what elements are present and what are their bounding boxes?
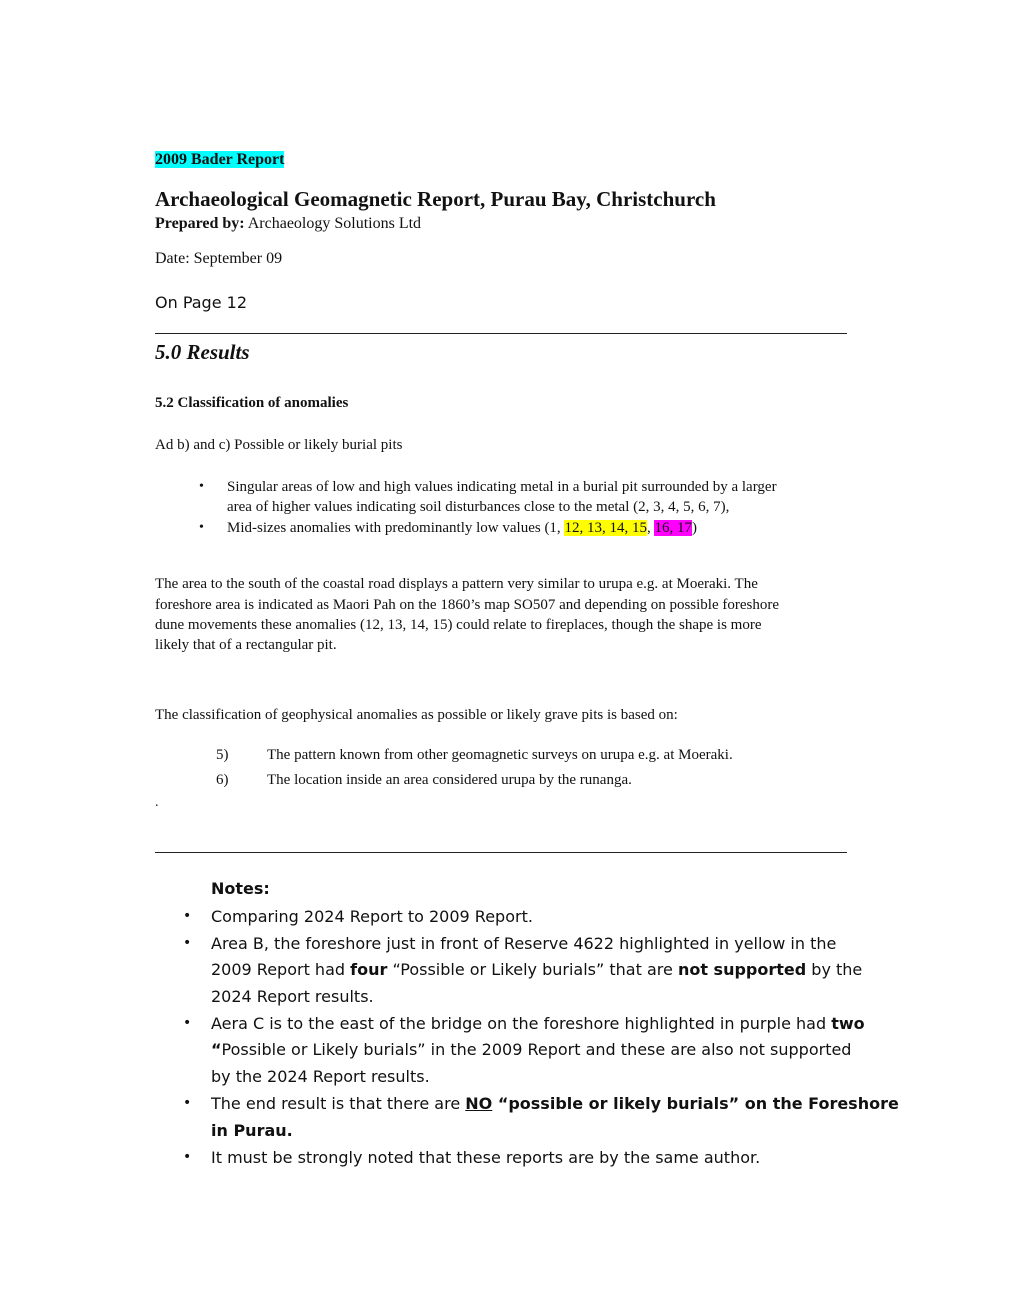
section-subheading: 5.2 Classification of anomalies <box>155 395 349 411</box>
bullet-dot: • <box>183 1149 192 1165</box>
note-3-text-b: Possible or Likely burials” in the 2009 Report and these are also not supported <box>221 1040 852 1059</box>
note-2-text-c: “Possible or Likely burials” that are <box>387 960 678 979</box>
note-4-text-a: The end result is that there are <box>211 1094 466 1113</box>
report-title: Archaeological Geomagnetic Report, Purau Bay, Christchurch <box>155 187 716 211</box>
note-3-bold-quote: “ <box>211 1040 222 1059</box>
list-number: 5) <box>216 747 229 763</box>
report-tag <box>155 151 284 169</box>
note-1: Comparing 2024 Report to 2009 Report. <box>211 907 533 926</box>
prepared-by-label: Prepared by: <box>155 215 245 232</box>
paragraph-1-line-2: foreshore area is indicated as Maori Pah on the 1860’s map SO507 and depending on possible foreshore <box>155 597 780 613</box>
note-4-line-1 <box>211 1091 899 1118</box>
note-3-line-2 <box>211 1037 851 1064</box>
bullet-1-line-2: area of higher values indicating soil disturbances close to the metal (2, 3, 4, 5, 6, 7), <box>227 499 730 515</box>
paragraph-1-line-4: likely that of a rectangular pit. <box>155 637 337 653</box>
bullet-dot: • <box>183 1095 192 1111</box>
note-4-line-2: in Purau. <box>211 1121 293 1140</box>
note-2-text-e: by the <box>806 960 863 979</box>
section-intro: Ad b) and c) Possible or likely burial pits <box>155 437 403 453</box>
list-item: The location inside an area considered urupa by the runanga. <box>267 772 632 788</box>
bullet-dot: • <box>183 935 192 951</box>
bullet-2-prefix: Mid-sizes anomalies with predominantly low values (1, <box>227 520 565 536</box>
report-date: Date: September 09 <box>155 250 283 267</box>
highlight-yellow-anomalies: 12, 13, 14, 15 <box>564 520 647 536</box>
note-2-bold-not-supported: not supported <box>677 960 807 979</box>
bullet-dot: • <box>183 908 192 924</box>
paragraph-1-line-1: The area to the south of the coastal road displays a pattern very similar to urupa e.g. at Moeraki. The <box>155 576 758 592</box>
divider-top <box>155 333 847 334</box>
bullet-dot: • <box>199 479 204 494</box>
bullet-1-line-1: Singular areas of low and high values indicating metal in a burial pit surrounded by a larger <box>227 479 777 495</box>
section-heading: 5.0 Results <box>155 340 250 364</box>
trailing-dot: . <box>155 795 159 810</box>
bullet-2-separator: , <box>646 520 655 536</box>
bullet-2-suffix: ) <box>691 520 697 536</box>
paragraph-1-line-3: dune movements these anomalies (12, 13, 14, 15) could relate to fireplaces, though the shape is more <box>155 617 762 633</box>
note-2-line-1: Area B, the foreshore just in front of Reserve 4622 highlighted in yellow in the <box>211 934 837 953</box>
divider-bottom <box>155 852 847 853</box>
note-2-bold-four: four <box>350 960 388 979</box>
highlight-magenta-anomalies: 16, 17 <box>654 520 692 536</box>
note-4-bold-rest: “possible or likely burials” on the Foreshore <box>492 1094 899 1113</box>
note-4-bold-no: NO <box>465 1094 493 1113</box>
note-3-bold-two: two <box>831 1014 865 1033</box>
list-item: The pattern known from other geomagnetic surveys on urupa e.g. at Moeraki. <box>267 747 733 763</box>
page-reference: On Page 12 <box>155 293 247 312</box>
note-2-line-3: 2024 Report results. <box>211 987 374 1006</box>
prepared-by-value: Archaeology Solutions Ltd <box>244 215 422 232</box>
note-2-text-a: 2009 Report had <box>211 960 351 979</box>
bullet-dot: • <box>199 520 204 535</box>
bullet-dot: • <box>183 1015 192 1031</box>
note-3-line-3: by the 2024 Report results. <box>211 1067 430 1086</box>
note-2-line-2 <box>211 957 862 984</box>
note-3-text-a: Aera C is to the east of the bridge on the foreshore highlighted in purple had <box>211 1014 832 1033</box>
note-3-line-1 <box>211 1011 865 1038</box>
list-number: 6) <box>216 772 229 788</box>
prepared-by <box>155 215 421 233</box>
note-5: It must be strongly noted that these reports are by the same author. <box>211 1148 761 1167</box>
notes-heading: Notes: <box>211 879 270 898</box>
report-tag-highlight: 2009 Bader Report <box>155 151 285 168</box>
paragraph-2: The classification of geophysical anomalies as possible or likely grave pits is based on: <box>155 707 678 723</box>
bullet-2 <box>227 520 697 537</box>
